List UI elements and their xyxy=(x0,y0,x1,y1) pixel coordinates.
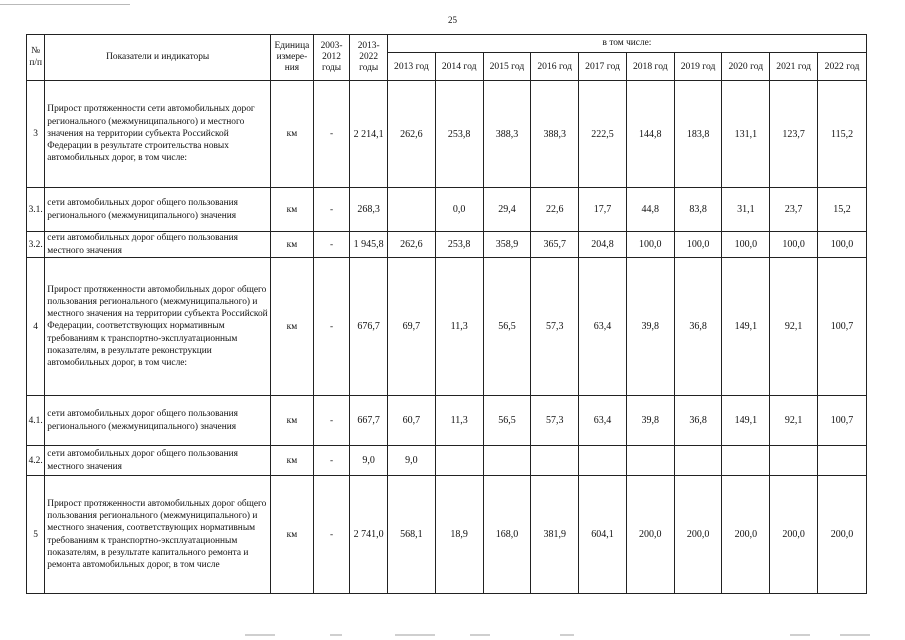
row-indicator: сети автомобильных дорог общего пользования регионального (межмуниципального) значения xyxy=(45,188,271,232)
row-value: 22,6 xyxy=(531,188,579,232)
row-value: 149,1 xyxy=(722,396,770,446)
header-year: 2018 год xyxy=(626,53,674,81)
row-value: 9,0 xyxy=(387,446,435,476)
row-value: 262,6 xyxy=(387,232,435,258)
row-value: 100,0 xyxy=(674,232,722,258)
row-value: 381,9 xyxy=(531,476,579,594)
row-value xyxy=(435,446,483,476)
row-value: 358,9 xyxy=(483,232,531,258)
row-value xyxy=(818,446,867,476)
row-value: 200,0 xyxy=(674,476,722,594)
row-value: 131,1 xyxy=(722,81,770,188)
row-value: 200,0 xyxy=(770,476,818,594)
page-number: 25 xyxy=(448,15,457,25)
row-indicator: Прирост протяженности автомобильных дорог общего пользования регионального (межмуниципального) и местного значения на территории субъекта Российской Федерации, соответствующих нормативным требованиям к транспортно-эксплуатационным показателям, в результате реконструкции автомобильных дорог, в том числе: xyxy=(45,258,271,396)
row-value: 39,8 xyxy=(626,258,674,396)
row-value xyxy=(674,446,722,476)
header-year: 2019 год xyxy=(674,53,722,81)
header-unit: Единица измере-ния xyxy=(271,35,314,81)
row-value: 57,3 xyxy=(531,258,579,396)
row-period-2003-2012: - xyxy=(313,446,350,476)
row-period-2013-2022: 9,0 xyxy=(350,446,388,476)
row-value: 123,7 xyxy=(770,81,818,188)
row-indicator: Прирост протяженности сети автомобильных дорог регионального (межмуниципального) и местного значения на территории субъекта Российской Федерации в результате строительства новых автомобильных дорог, в том числе: xyxy=(45,81,271,188)
header-year: 2021 год xyxy=(770,53,818,81)
row-value: 168,0 xyxy=(483,476,531,594)
row-unit: км xyxy=(271,396,314,446)
row-value: 56,5 xyxy=(483,396,531,446)
row-value: 63,4 xyxy=(579,258,627,396)
row-value: 11,3 xyxy=(435,258,483,396)
row-value: 365,7 xyxy=(531,232,579,258)
row-value: 39,8 xyxy=(626,396,674,446)
row-number: 3.1. xyxy=(27,188,45,232)
row-indicator: сети автомобильных дорог общего пользования местного значения xyxy=(45,446,271,476)
header-year: 2022 год xyxy=(818,53,867,81)
row-value: 29,4 xyxy=(483,188,531,232)
table-row xyxy=(27,446,867,476)
row-value: 100,0 xyxy=(722,232,770,258)
row-value: 183,8 xyxy=(674,81,722,188)
row-value: 60,7 xyxy=(387,396,435,446)
row-unit: км xyxy=(271,232,314,258)
row-value: 262,6 xyxy=(387,81,435,188)
row-unit: км xyxy=(271,188,314,232)
row-number: 3.2. xyxy=(27,232,45,258)
table-row xyxy=(27,232,867,258)
row-period-2013-2022: 1 945,8 xyxy=(350,232,388,258)
row-value xyxy=(531,446,579,476)
row-indicator: Прирост протяженности автомобильных дорог общего пользования регионального (межмуниципального) и местного значения, соответствующих нормативным требованиям к транспортно-эксплуатационным показателям, в результате капитального ремонта и ремонта автомобильных дорог, в том числе xyxy=(45,476,271,594)
row-value: 0,0 xyxy=(435,188,483,232)
indicators-table xyxy=(26,34,867,594)
row-value: 36,8 xyxy=(674,396,722,446)
row-value: 115,2 xyxy=(818,81,867,188)
row-value: 57,3 xyxy=(531,396,579,446)
row-value: 31,1 xyxy=(722,188,770,232)
header-period-2013-2022: 2013-2022 годы xyxy=(350,35,388,81)
row-value xyxy=(722,446,770,476)
row-value: 15,2 xyxy=(818,188,867,232)
row-value: 36,8 xyxy=(674,258,722,396)
row-value: 69,7 xyxy=(387,258,435,396)
row-value: 388,3 xyxy=(531,81,579,188)
header-year: 2016 год xyxy=(531,53,579,81)
row-value: 92,1 xyxy=(770,258,818,396)
row-value: 100,7 xyxy=(818,396,867,446)
header-including: в том числе: xyxy=(387,35,866,53)
row-period-2003-2012: - xyxy=(313,188,350,232)
row-period-2003-2012: - xyxy=(313,396,350,446)
row-value: 568,1 xyxy=(387,476,435,594)
row-value: 604,1 xyxy=(579,476,627,594)
row-value: 11,3 xyxy=(435,396,483,446)
row-period-2013-2022: 676,7 xyxy=(350,258,388,396)
row-value: 388,3 xyxy=(483,81,531,188)
row-period-2003-2012: - xyxy=(313,258,350,396)
row-number: 4 xyxy=(27,258,45,396)
row-value: 56,5 xyxy=(483,258,531,396)
row-unit: км xyxy=(271,446,314,476)
row-period-2013-2022: 2 214,1 xyxy=(350,81,388,188)
header-year: 2013 год xyxy=(387,53,435,81)
row-value: 92,1 xyxy=(770,396,818,446)
row-unit: км xyxy=(271,258,314,396)
row-value xyxy=(770,446,818,476)
row-value: 83,8 xyxy=(674,188,722,232)
row-unit: км xyxy=(271,81,314,188)
header-year: 2015 год xyxy=(483,53,531,81)
row-value: 100,7 xyxy=(818,258,867,396)
row-value: 23,7 xyxy=(770,188,818,232)
row-value: 100,0 xyxy=(626,232,674,258)
row-value: 200,0 xyxy=(722,476,770,594)
row-number: 4.1. xyxy=(27,396,45,446)
table-row xyxy=(27,188,867,232)
row-unit: км xyxy=(271,476,314,594)
row-indicator: сети автомобильных дорог общего пользования регионального (межмуниципального) значения xyxy=(45,396,271,446)
row-value: 149,1 xyxy=(722,258,770,396)
row-period-2003-2012: - xyxy=(313,81,350,188)
row-value: 18,9 xyxy=(435,476,483,594)
row-period-2013-2022: 268,3 xyxy=(350,188,388,232)
header-year: 2020 год xyxy=(722,53,770,81)
table-row xyxy=(27,476,867,594)
row-period-2013-2022: 667,7 xyxy=(350,396,388,446)
row-value: 100,0 xyxy=(770,232,818,258)
row-number: 4.2. xyxy=(27,446,45,476)
table-row xyxy=(27,396,867,446)
row-value: 17,7 xyxy=(579,188,627,232)
header-period-2003-2012: 2003-2012 годы xyxy=(313,35,350,81)
row-number: 5 xyxy=(27,476,45,594)
header-year: 2017 год xyxy=(579,53,627,81)
row-value xyxy=(579,446,627,476)
row-value xyxy=(387,188,435,232)
row-value: 253,8 xyxy=(435,232,483,258)
row-value: 200,0 xyxy=(626,476,674,594)
row-indicator: сети автомобильных дорог общего пользования местного значения xyxy=(45,232,271,258)
header-num: № п/п xyxy=(27,35,45,81)
row-period-2013-2022: 2 741,0 xyxy=(350,476,388,594)
row-value xyxy=(483,446,531,476)
row-value: 222,5 xyxy=(579,81,627,188)
top-rule xyxy=(0,4,130,5)
table-row xyxy=(27,258,867,396)
row-value: 100,0 xyxy=(818,232,867,258)
row-value: 44,8 xyxy=(626,188,674,232)
row-value: 63,4 xyxy=(579,396,627,446)
header-year: 2014 год xyxy=(435,53,483,81)
row-value: 253,8 xyxy=(435,81,483,188)
row-value xyxy=(626,446,674,476)
row-number: 3 xyxy=(27,81,45,188)
row-period-2003-2012: - xyxy=(313,476,350,594)
row-value: 144,8 xyxy=(626,81,674,188)
header-indicator: Показатели и индикаторы xyxy=(45,35,271,81)
table-row xyxy=(27,81,867,188)
row-value: 200,0 xyxy=(818,476,867,594)
row-value: 204,8 xyxy=(579,232,627,258)
scan-bleed-through xyxy=(0,634,905,640)
row-period-2003-2012: - xyxy=(313,232,350,258)
